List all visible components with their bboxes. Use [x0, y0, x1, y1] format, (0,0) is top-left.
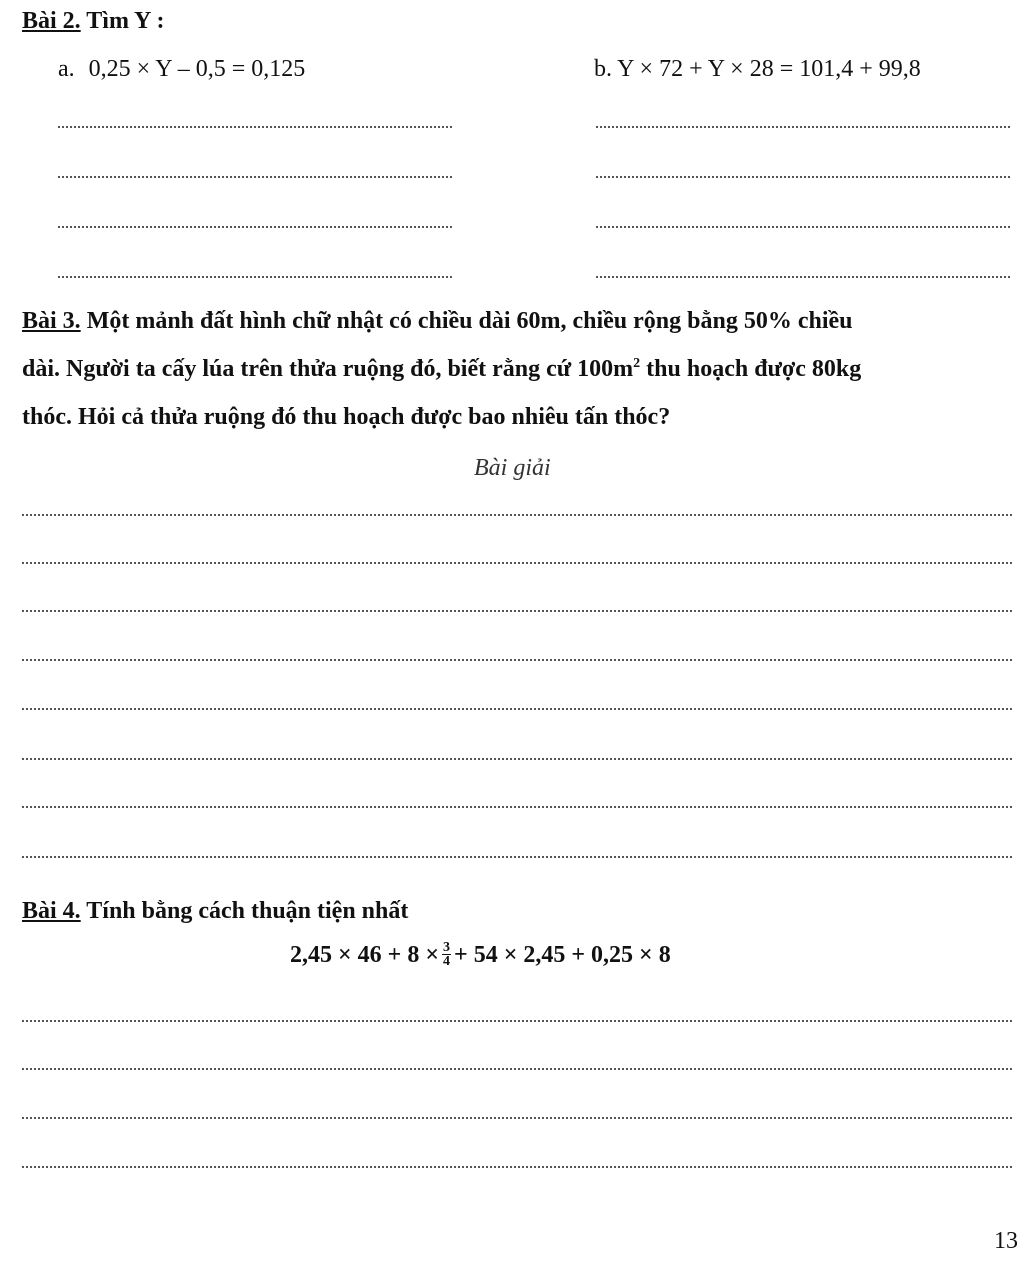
answer-line[interactable]	[58, 226, 452, 228]
exercise-2b-label: b.	[594, 56, 612, 82]
exercise-3-text-2b: thu hoạch được 80kg	[640, 356, 862, 382]
exercise-4-label: Bài 4.	[22, 898, 81, 924]
fraction	[442, 941, 451, 968]
answer-line[interactable]	[22, 758, 1012, 760]
exercise-3-label: Bài 3.	[22, 308, 81, 334]
fraction-denominator: 4	[443, 953, 451, 969]
answer-line[interactable]	[22, 514, 1012, 516]
exercise-2b-equation: Y × 72 + Y × 28 = 101,4 + 99,8	[617, 56, 921, 82]
answer-line[interactable]	[596, 226, 1010, 228]
answer-line[interactable]	[596, 126, 1010, 128]
answer-line[interactable]	[596, 176, 1010, 178]
answer-line[interactable]	[22, 659, 1012, 661]
answer-line[interactable]	[22, 856, 1012, 858]
answer-line[interactable]	[22, 562, 1012, 564]
exercise-2-title: Tìm Y :	[86, 8, 165, 34]
answer-line[interactable]	[22, 610, 1012, 612]
exercise-2-heading	[22, 8, 164, 35]
answer-line[interactable]	[22, 1020, 1012, 1022]
fraction-numerator: 3	[443, 939, 451, 955]
exercise-3-text-3: thóc. Hỏi cả thửa ruộng đó thu hoạch được bao nhiêu tấn thóc?	[22, 404, 671, 430]
answer-line[interactable]	[22, 1117, 1012, 1119]
superscript-two: 2	[633, 356, 641, 371]
exercise-3-line-2	[22, 356, 861, 383]
page-number: 13	[994, 1228, 1018, 1254]
exercise-2a-label: a.	[58, 56, 75, 82]
answer-line[interactable]	[22, 1166, 1012, 1168]
solution-heading: Bài giải	[474, 455, 551, 481]
expression-part-1: 2,45 × 46 + 8 ×	[290, 942, 440, 968]
exercise-3-line-3	[22, 404, 670, 431]
exercise-2a-equation: 0,25 × Y – 0,5 = 0,125	[88, 56, 306, 82]
exercise-2a	[58, 56, 305, 83]
exercise-2-label: Bài 2.	[22, 8, 81, 34]
answer-line[interactable]	[22, 1068, 1012, 1070]
exercise-4-heading	[22, 898, 408, 925]
answer-line[interactable]	[22, 806, 1012, 808]
exercise-4-title: Tính bằng cách thuận tiện nhất	[86, 898, 409, 924]
answer-line[interactable]	[58, 176, 452, 178]
answer-line[interactable]	[22, 708, 1012, 710]
expression-part-2: + 54 × 2,45 + 0,25 × 8	[454, 942, 671, 968]
exercise-4-expression	[290, 939, 671, 970]
exercise-3-line-1	[22, 308, 853, 335]
exercise-2b	[594, 56, 921, 83]
exercise-3-text-2a: dài. Người ta cấy lúa trên thửa ruộng đó, biết rằng cứ 100m	[22, 356, 634, 382]
answer-line[interactable]	[58, 126, 452, 128]
answer-line[interactable]	[596, 276, 1010, 278]
exercise-3-text-1: Một mảnh đất hình chữ nhật có chiều dài 60m, chiều rộng bằng 50% chiều	[86, 308, 853, 334]
answer-line[interactable]	[58, 276, 452, 278]
